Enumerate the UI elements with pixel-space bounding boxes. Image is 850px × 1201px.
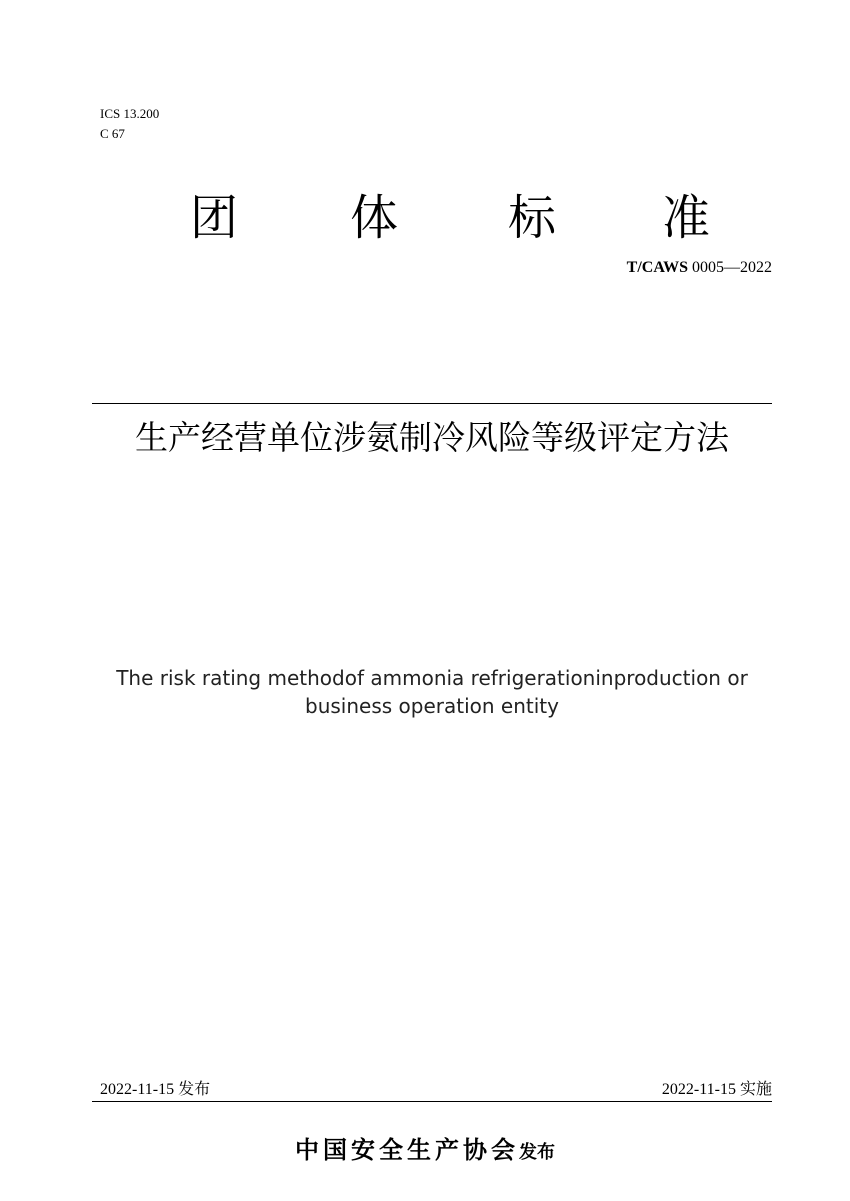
publisher-name: 中国安全生产协会	[295, 1138, 519, 1164]
title-english: The risk rating methodof ammonia refrigerationinproduction or business operation entity	[116, 666, 748, 718]
standard-code-prefix: T/CAWS	[626, 259, 688, 276]
ics-code: ICS 13.200	[100, 106, 160, 121]
standard-code-number: 0005—2022	[692, 259, 772, 276]
publisher-line	[0, 1134, 850, 1169]
ccs-code: C 67	[100, 126, 125, 141]
heading-char-4: 准	[662, 190, 711, 246]
heading-char-3: 标	[508, 190, 557, 246]
publisher-suffix: 发布	[519, 1142, 555, 1162]
bottom-divider	[92, 1101, 772, 1102]
publish-date: 2022-11-15 发布	[100, 1081, 211, 1098]
top-divider	[92, 403, 772, 404]
heading-char-1: 团	[190, 190, 239, 246]
implementation-date: 2022-11-15 实施	[661, 1081, 772, 1098]
document-type-heading	[190, 188, 730, 248]
title-chinese: 生产经营单位涉氨制冷风险等级评定方法	[135, 418, 729, 457]
standard-code	[627, 259, 772, 277]
classification-codes	[100, 104, 159, 144]
heading-char-2: 体	[350, 190, 399, 246]
